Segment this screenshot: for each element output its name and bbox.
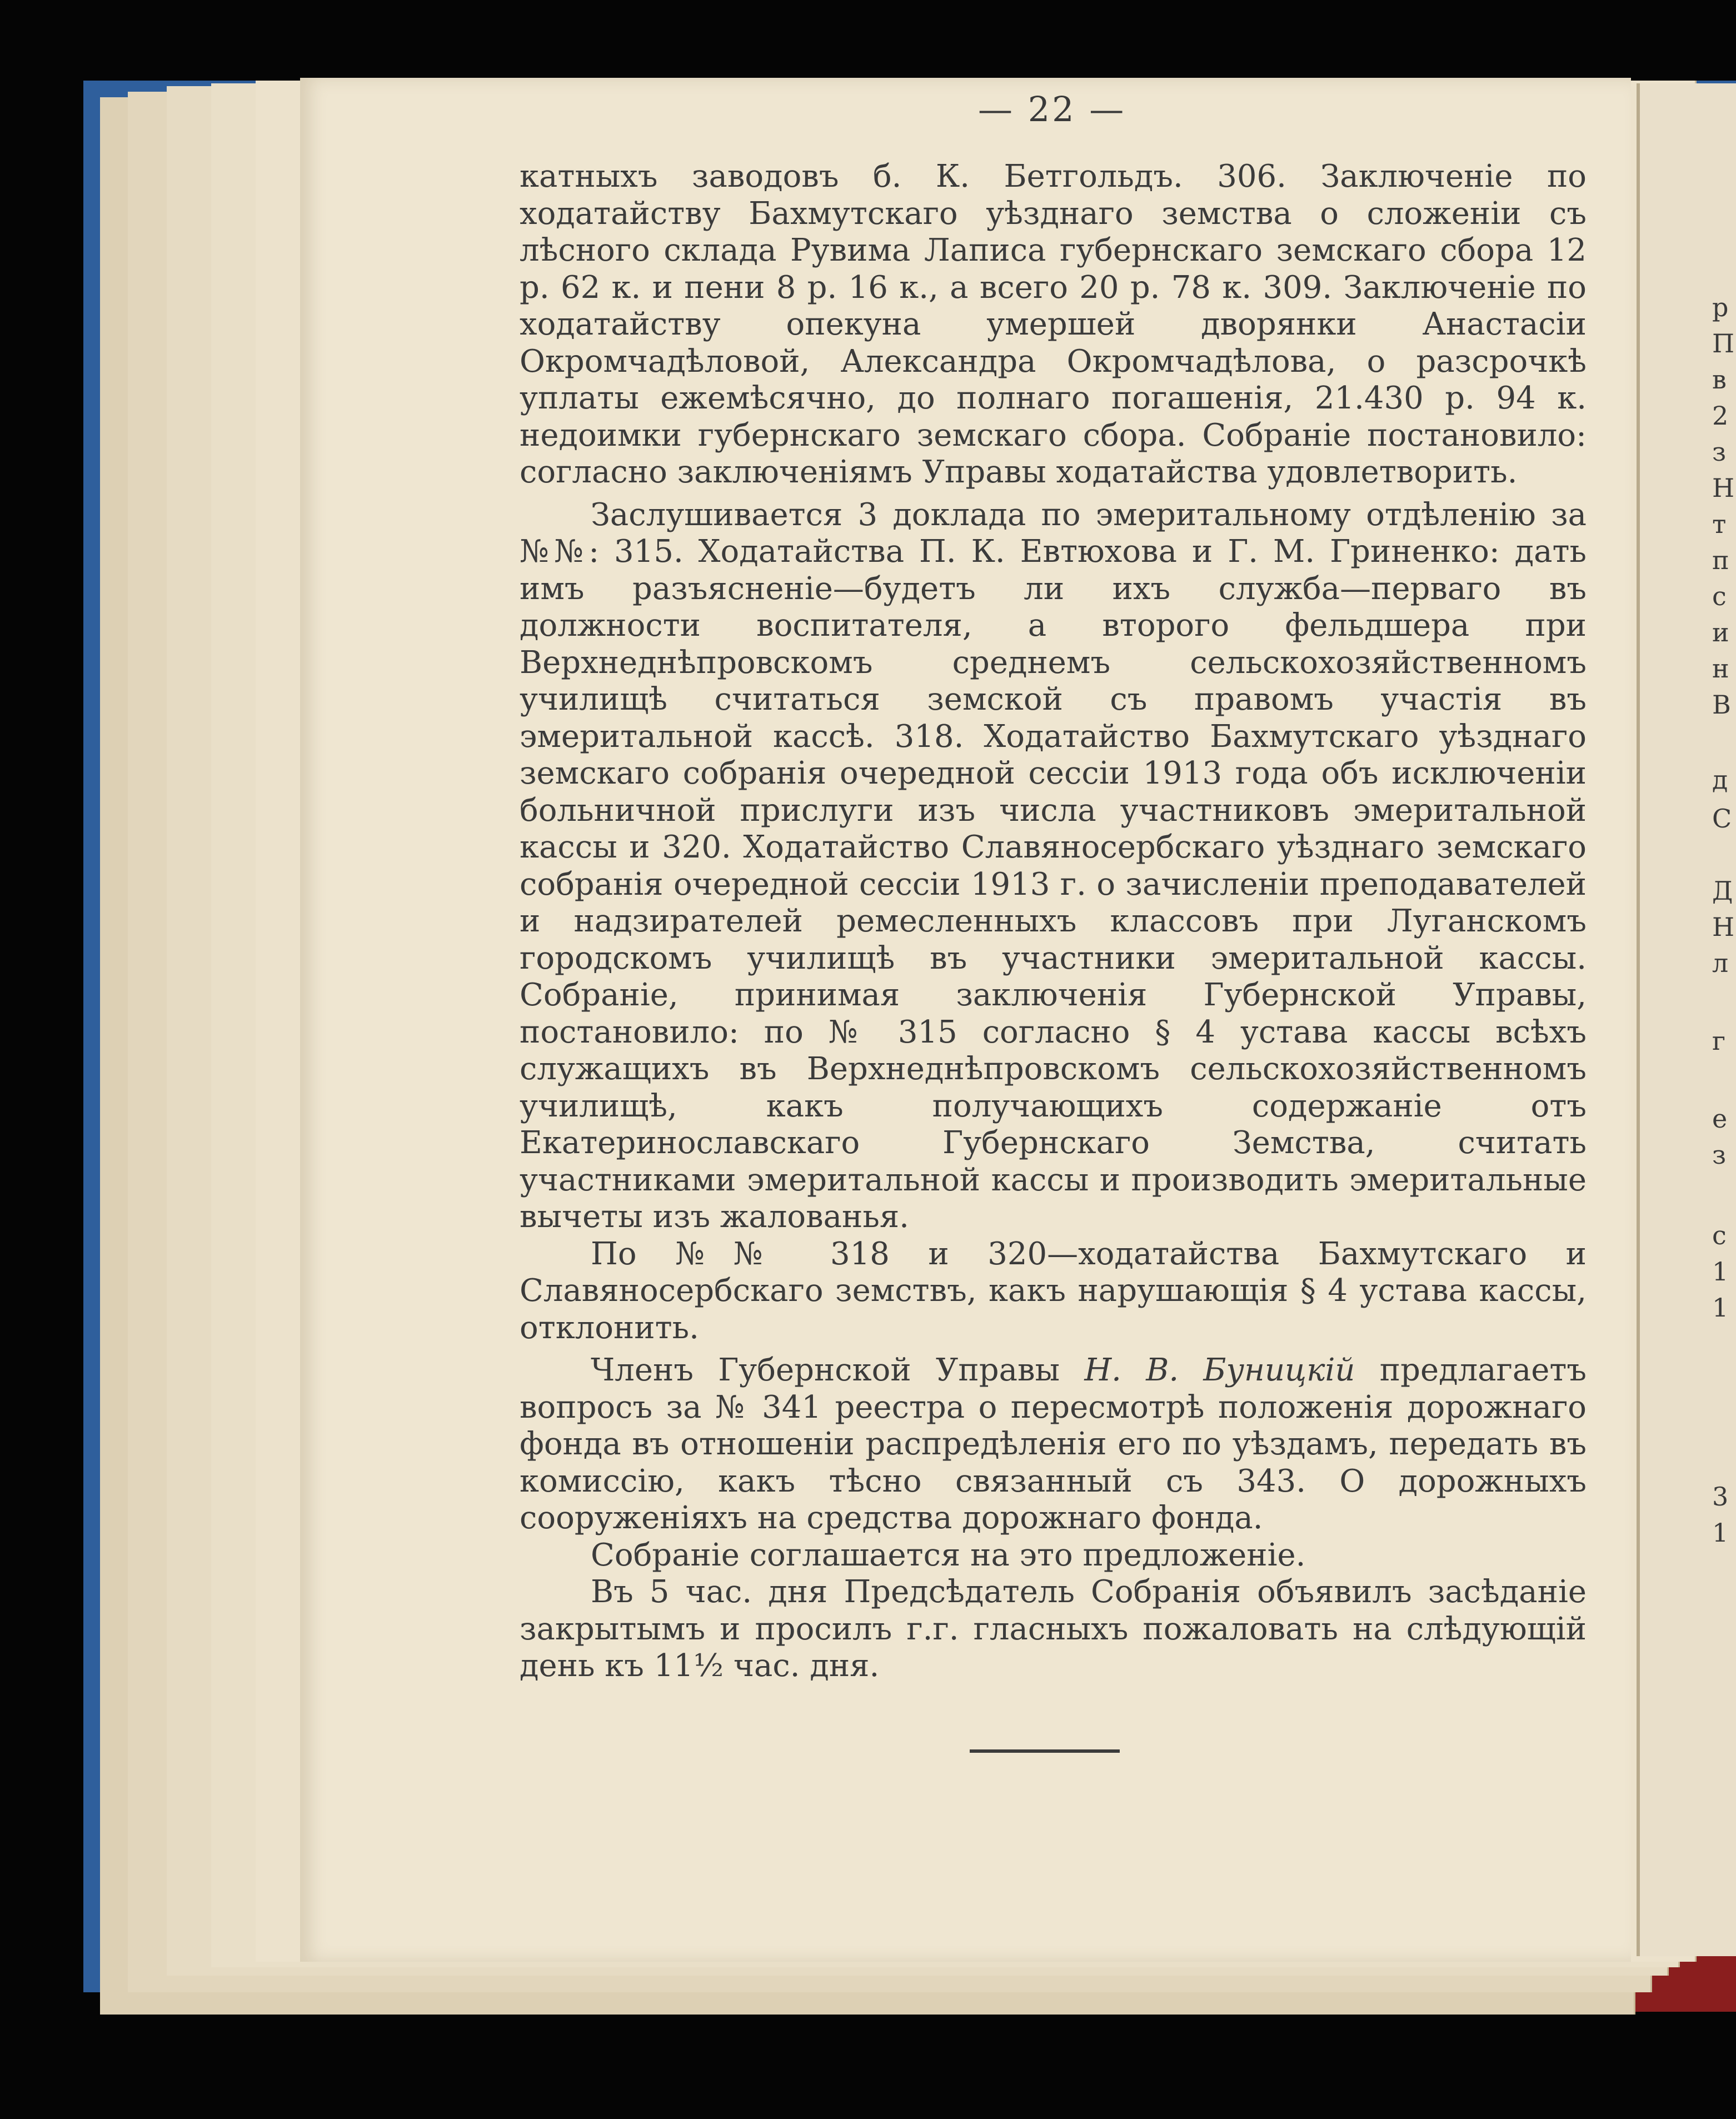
- facing-glyph: Д: [1712, 876, 1733, 906]
- facing-glyph: 1: [1712, 1257, 1729, 1287]
- end-rule: [970, 1749, 1120, 1753]
- facing-glyph: 2: [1712, 401, 1729, 431]
- facing-glyph: В: [1712, 690, 1731, 720]
- facing-glyph: н: [1712, 654, 1729, 684]
- facing-glyph: т: [1712, 509, 1727, 539]
- facing-page: [1637, 83, 1736, 1956]
- facing-glyph: 1: [1712, 1518, 1729, 1548]
- facing-glyph: 1: [1712, 1293, 1729, 1323]
- facing-glyph: и: [1712, 617, 1729, 647]
- facing-glyph: с: [1712, 581, 1727, 611]
- member-name: Н. В. Буницкій: [1084, 1352, 1355, 1388]
- facing-glyph: д: [1712, 765, 1728, 795]
- paragraph: Собраніе соглашается на это предложеніе.: [591, 1537, 1306, 1573]
- facing-glyph: р: [1712, 292, 1729, 322]
- facing-glyph: з: [1712, 437, 1727, 467]
- facing-glyph: п: [1712, 545, 1729, 575]
- paragraph: [520, 1352, 1587, 1537]
- paragraph: Заслушивается 3 доклада по эмеритальному отдѣленію за №№: 315. Ходатайства П. К. Евтюхова и Г. М. Гриненко: дать имъ разъясненіе—будетъ ли ихъ служба—перваго въ должности воспитателя, а второго фельдшера при Верхнеднѣпровскомъ среднемъ сельскохозяйственномъ училищѣ считаться земской съ правомъ участія въ эмеритальной кассѣ. 318. Ходатайство Бахмутскаго уѣзднаго земскаго собранія очередной сессіи 1913 года объ исключеніи больничной прислуги изъ числа участниковъ эмеритальной кассы и 320. Ходатайство Славяносербскаго уѣзднаго земскаго собранія очередной сессіи 1913 г. о зачисленіи преподавателей и надзирателей ремесленныхъ классовъ при Луганскомъ городскомъ училищѣ въ участники эмеритальной кассы. Собраніе, принимая заключенія Губернской Управы, постановило: по № 315 согласно § 4 устава кассы всѣхъ служащихъ въ Верхнеднѣпровскомъ сельскохозяйственномъ училищѣ, какъ получающихъ содержаніе отъ Екатеринославскаго Губернскаго Земства, считать участниками эмеритальной кассы и производить эмеритальные вычеты изъ жалованья.: [520, 496, 1587, 1235]
- text-run: Членъ Губернской Управы: [591, 1352, 1085, 1388]
- facing-glyph: з: [1712, 1140, 1727, 1170]
- facing-glyph: 3: [1712, 1482, 1729, 1512]
- page-number: — 22 —: [978, 89, 1126, 129]
- paragraph: Въ 5 час. дня Предсѣдатель Собранія объявилъ засѣданіе закрытымъ и просилъ г.г. гласныхъ пожаловать на слѣдующій день къ 11½ час. дня.: [520, 1574, 1587, 1684]
- body-text: [520, 158, 1587, 1685]
- facing-glyph: с: [1712, 1220, 1727, 1250]
- facing-glyph: л: [1712, 948, 1729, 978]
- paragraph: катныхъ заводовъ б. К. Бетгольдъ. 306. Заключеніе по ходатайству Бахмутскаго уѣзднаго земства о сложеніи съ лѣсного склада Рувима Лаписа губернскаго земскаго сбора 12 р. 62 к. и пени 8 р. 16 к., а всего 20 р. 78 к. 309. Заключеніе по ходатайству опекуна умершей дворянки Анастасіи Окромчадѣловой, Александра Окромчадѣлова, о разсрочкѣ уплаты ежемѣсячно, до полнаго погашенія, 21.430 р. 94 к. недоимки губернскаго земскаго сбора. Собраніе постановило: согласно заключеніямъ Управы ходатайства удовлетворить.: [520, 158, 1587, 490]
- facing-glyph: Н: [1712, 912, 1735, 942]
- facing-glyph: Н: [1712, 473, 1735, 503]
- facing-glyph: е: [1712, 1104, 1728, 1134]
- facing-glyph: в: [1712, 365, 1727, 395]
- paragraph: По №№ 318 и 320—ходатайства Бахмутскаго и Славяносербскаго земствъ, какъ нарушающія § 4 устава кассы, отклонить.: [520, 1235, 1587, 1346]
- text-run: предлагаетъ вопросъ за № 341 реестра о пересмотрѣ положенія дорожнаго фонда въ отношеніи распредѣленія его по уѣздамъ, передать въ комиссію, какъ тѣсно связанный съ 343. О дорожныхъ сооруженіяхъ на средства дорожнаго фонда.: [520, 1352, 1587, 1536]
- facing-glyph: г: [1712, 1026, 1726, 1056]
- facing-glyph: С: [1712, 804, 1732, 834]
- facing-glyph: П: [1712, 328, 1735, 358]
